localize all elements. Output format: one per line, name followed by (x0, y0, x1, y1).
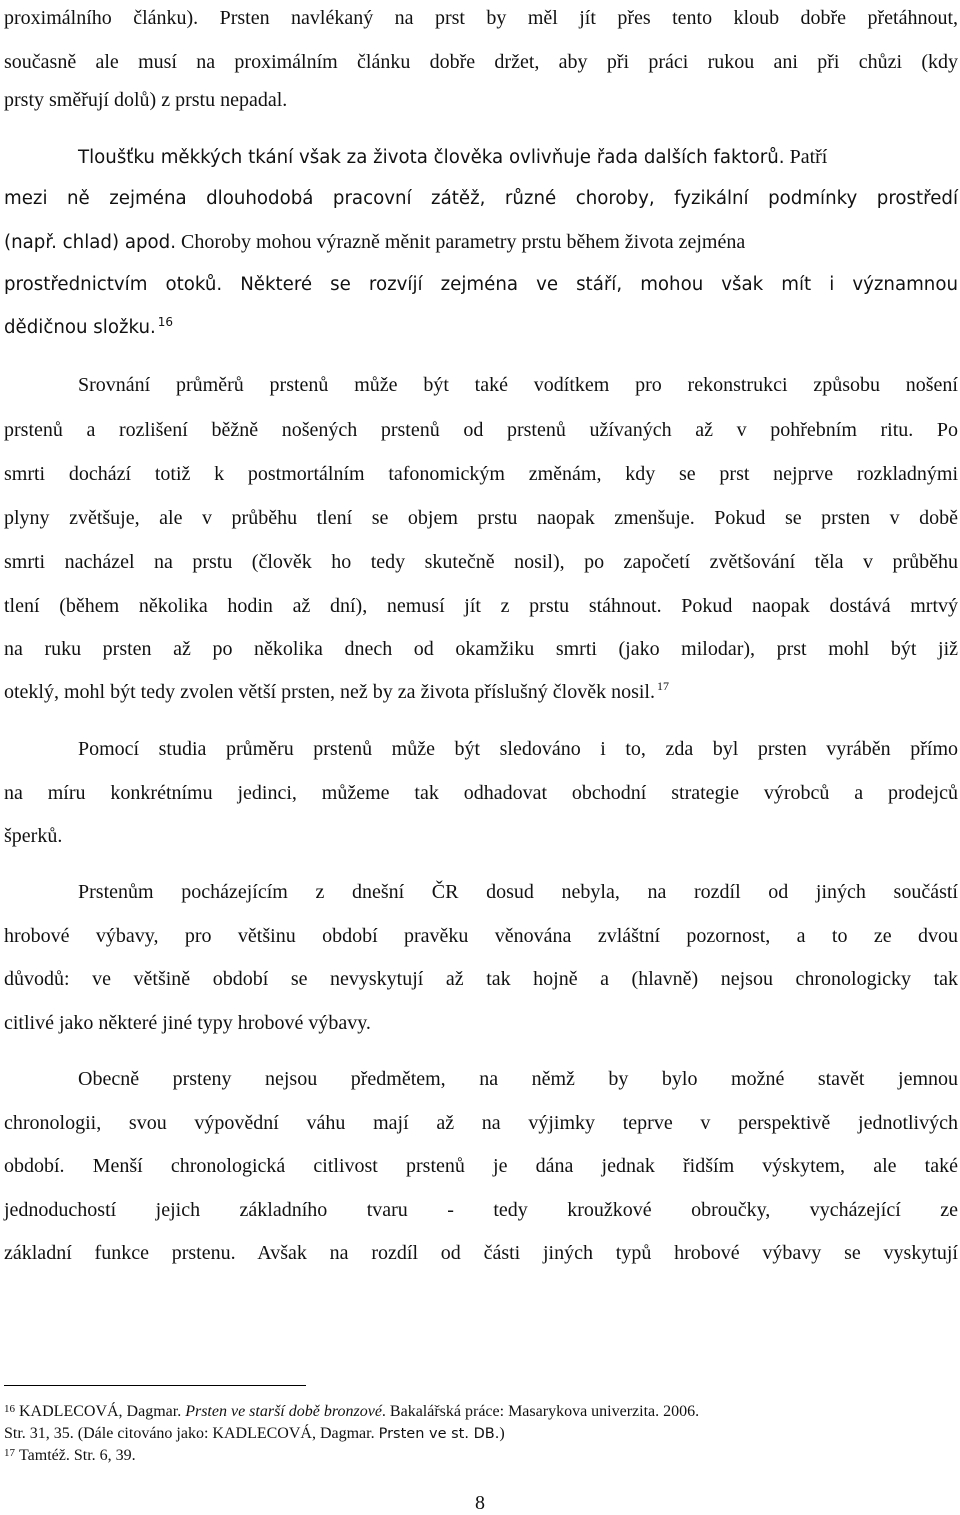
paragraph-line-part: Patří (784, 146, 828, 168)
paragraph-line: Prstenům pocházejícím z dnešní ČR dosud nebyla, na rozdíl od jiných součástí (78, 881, 958, 903)
footnote-16 (4, 1403, 958, 1421)
paragraph-line-part: Tloušťku měkkých tkání však za života člověka ovlivňuje řada dalších faktorů. (78, 147, 785, 168)
paragraph-line: prstenů a rozlišení běžně nošených prstenů od prstenů užívaných až v pohřebním ritu. Po (4, 419, 958, 441)
footnote-text: Str. 31, 35. (Dále citováno jako: KADLECOVÁ, Dagmar. (4, 1425, 379, 1442)
paragraph-line-part: Choroby mohou výrazně měnit parametry prstu během života zejména (175, 231, 746, 253)
footnote-text: Tamtéž. Str. 6, 39. (19, 1447, 136, 1464)
paragraph-line: plyny zvětšuje, ale v průběhu tlení se objem prstu naopak zmenšuje. Pokud se prsten v době (4, 507, 958, 529)
footnote-text: ) (499, 1425, 505, 1442)
paragraph-line: prostřednictvím otoků. Některé se rozvíjí zejména ve stáří, mohou však mít i významnou (4, 274, 958, 295)
paragraph-line-part: oteklý, mohl být tedy zvolen větší prsten, než by za života příslušný člověk nosil. (4, 681, 655, 703)
paragraph-line (4, 680, 958, 706)
paragraph-line: hrobové výbavy, pro většinu období pravěku věnována zvláštní pozornost, a to ze dvou (4, 925, 958, 947)
footnote-ref: 16 (157, 315, 174, 329)
paragraph-line: základní funkce prstenu. Avšak na rozdíl od části jiných typů hrobové výbavy se vyskytují (4, 1242, 958, 1264)
paragraph-line: mezi ně zejména dlouhodobá pracovní zátěž, různé choroby, fyzikální podmínky prostředí (4, 188, 958, 209)
paragraph-line-part: (např. chlad) apod. (4, 232, 176, 253)
paragraph-line: proximálního článku). Prsten navlékaný na prst by měl jít přes tento kloub dobře přetáhnout, (4, 7, 958, 29)
paragraph-line (4, 316, 958, 342)
footnote-ref: 17 (656, 679, 669, 693)
paragraph-line (78, 145, 958, 171)
paragraph-line: smrti nacházel na prstu (člověk ho tedy skutečně nosil), po započetí zvětšování těla v průběhu (4, 551, 958, 573)
footnote-number: 16 (4, 1403, 15, 1415)
page-number: 8 (475, 1492, 485, 1514)
footnote-16-cont (4, 1425, 958, 1443)
footnote-17 (4, 1447, 958, 1465)
footnote-text: KADLECOVÁ, Dagmar. (19, 1403, 186, 1420)
paragraph-line: citlivé jako některé jiné typy hrobové výbavy. (4, 1012, 371, 1034)
paragraph-line: současně ale musí na proximálním článku dobře držet, aby při práci rukou ani při chůzi (kdy (4, 51, 958, 73)
paragraph-line: Srovnání průměrů prstenů může být také vodítkem pro rekonstrukci způsobu nošení (78, 374, 958, 396)
paragraph-line: období. Menší chronologická citlivost prstenů je dána jednak řidším výskytem, ale také (4, 1155, 958, 1177)
paragraph-line: smrti dochází totiž k postmortálním tafonomickým změnám, kdy se prst nejprve rozkladnými (4, 463, 958, 485)
paragraph-line: šperků. (4, 825, 63, 847)
footnote-text: . Bakalářská práce: Masarykova univerzita. 2006. (381, 1403, 700, 1420)
paragraph-line (4, 230, 958, 256)
paragraph-line: jednoduchostí jejich základního tvaru - tedy kroužkové obroučky, vycházející ze (4, 1199, 958, 1221)
paragraph-line: tlení (během několika hodin až dní), nemusí jít z prstu stáhnout. Pokud naopak dostává mrtvý (4, 595, 958, 617)
paragraph-line-part: dědičnou složku. (4, 317, 156, 338)
paragraph-line: chronologii, svou výpovědní váhu mají až na výjimky teprve v perspektivě jednotlivých (4, 1112, 958, 1134)
paragraph-line: důvodů: ve většině období se nevyskytují až tak hojně a (hlavně) nejsou chronologicky tak (4, 968, 958, 990)
paragraph-line: Obecně prsteny nejsou předmětem, na němž by bylo možné stavět jemnou (78, 1068, 958, 1090)
paragraph-line: na ruku prsten až po několika dnech od okamžiku smrti (jako milodar), prst mohl být již (4, 638, 958, 660)
paragraph-line: prsty směřují dolů) z prstu nepadal. (4, 89, 288, 111)
footnote-title: Prsten ve starší době bronzové (185, 1403, 382, 1420)
footnote-number: 17 (4, 1447, 15, 1459)
footnote-text: Prsten ve st. DB. (378, 1426, 500, 1442)
paragraph-line: Pomocí studia průměru prstenů může být sledováno i to, zda byl prsten vyráběn přímo (78, 738, 958, 760)
paragraph-line: na míru konkrétnímu jedinci, můžeme tak odhadovat obchodní strategie výrobců a prodejců (4, 782, 958, 804)
footnote-separator (4, 1385, 306, 1386)
